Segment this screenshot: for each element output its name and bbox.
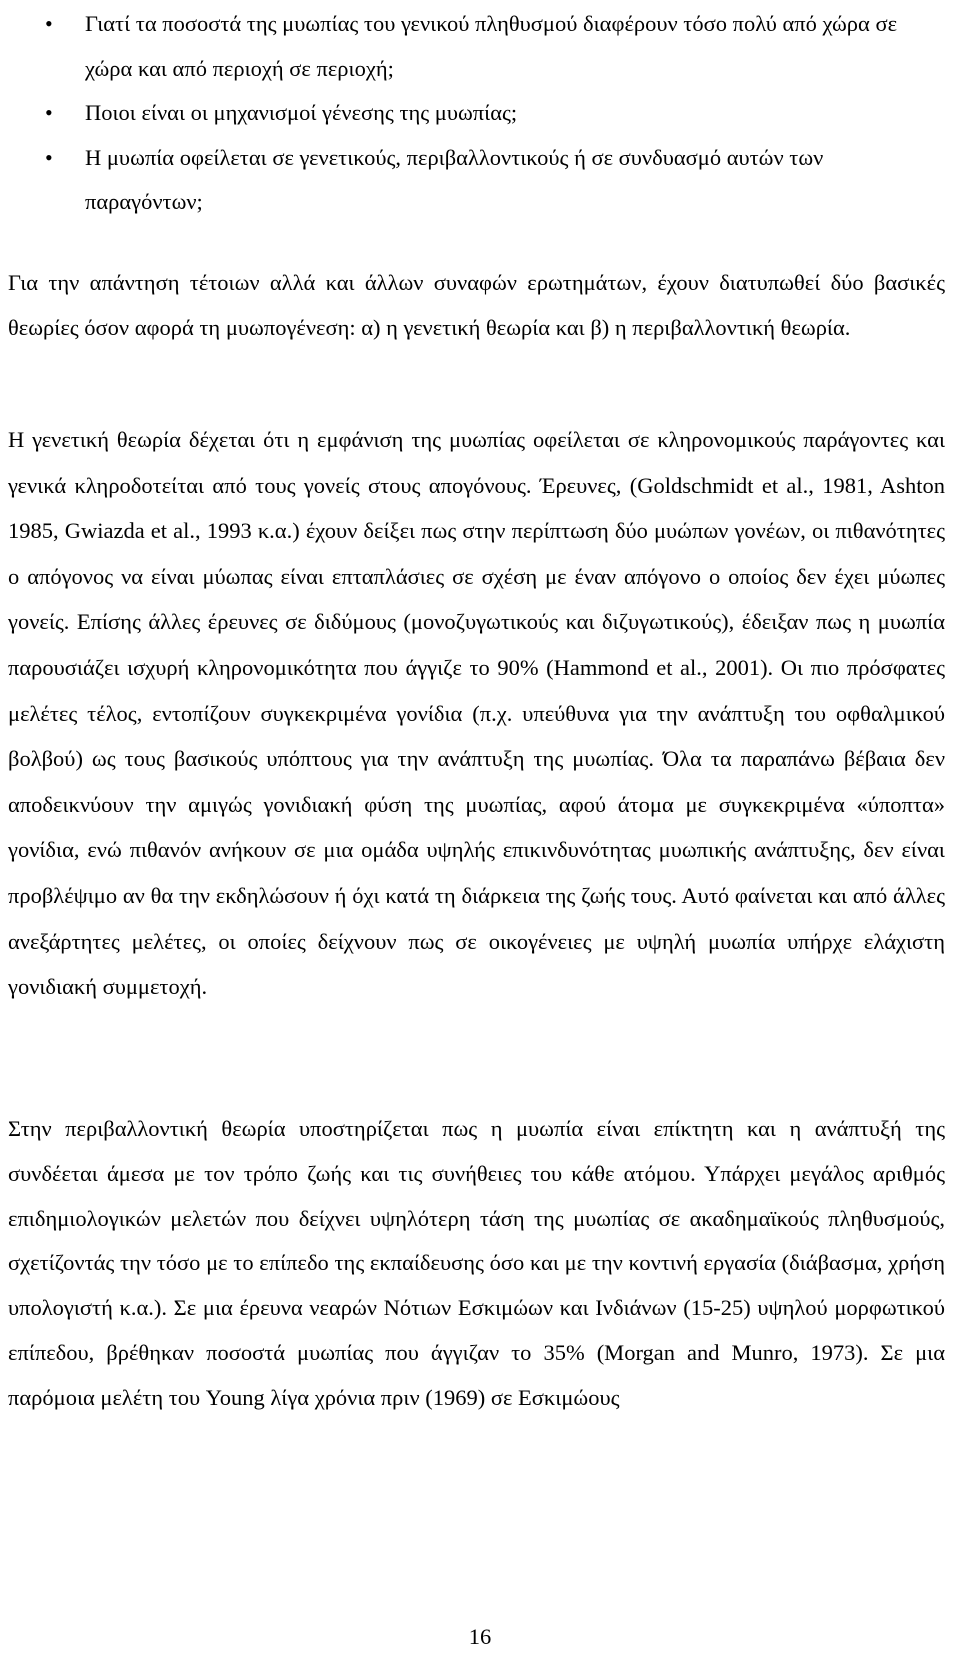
list-item-text: Η μυωπία οφείλεται σε γενετικούς, περιβαλλοντικούς ή σε συνδυασμό αυτών των παραγόντων; bbox=[85, 144, 824, 214]
list-item-text: Ποιοι είναι οι μηχανισμοί γένεσης της μυωπίας; bbox=[85, 100, 518, 125]
paragraph-theories-intro: Για την απάντηση τέτοιων αλλά και άλλων συναφών ερωτημάτων, έχουν διατυπωθεί δύο βασικές θεωρίες όσον αφορά τη μυωπογένεση: α) η γενετική θεωρία και β) η περιβαλλοντική θεωρία. bbox=[8, 270, 945, 340]
list-item bbox=[45, 2, 945, 91]
list-item bbox=[45, 91, 945, 136]
list-item bbox=[45, 136, 945, 225]
page-number: 16 bbox=[468, 1624, 492, 1649]
paragraph-genetic-theory: Η γενετική θεωρία δέχεται ότι η εμφάνιση της μυωπίας οφείλεται σε κληρονομικούς παράγοντες και γενικά κληροδοτείται από τους γονείς στους απογόνους. Έρευνες, (Goldschmidt et al., 1981, Ashton 1985, Gwiazda et al., 1993 κ.α.) έχουν δείξει πως στην περίπτωση δύο μυώπων γονέων, οι πιθανότητες ο απόγονος να είναι μύωπας είναι επταπλάσιες σε σχέση με έναν απόγονο ο οποίος δεν έχει μύωπες γονείς. Επίσης άλλες έρευνες σε διδύμους (μονοζυγωτικούς και διζυγωτικούς), έδειξαν πως η μυωπία παρουσιάζει ισχυρή κληρονομικότητα που άγγιζε το 90% (Hammond et al., 2001). Οι πιο πρόσφατες μελέτες τέλος, εντοπίζουν συγκεκριμένα γονίδια (π.χ. υπεύθυνα για την ανάπτυξη του οφθαλμικού βολβού) ως τους βασικούς υπόπτους για την ανάπτυξη της μυωπίας. Όλα τα παραπάνω βέβαια δεν αποδεικνύουν την αμιγώς γονιδιακή φύση της μυωπίας, αφού άτομα με συγκεκριμένα «ύποπτα» γονίδια, ενώ πιθανόν ανήκουν σε μια ομάδα υψηλής επικινδυνότητας μυωπικής ανάπτυξης, δεν είναι προβλέψιμο αν θα την εκδηλώσουν ή όχι κατά τη διάρκεια της ζωής τους. Αυτό φαίνεται και από άλλες ανεξάρτητες μελέτες, οι οποίες δείχνουν πως σε οικογένειες με υψηλή μυωπία υπήρχε ελάχιστη γονιδιακή συμμετοχή. bbox=[8, 427, 945, 1000]
paragraph-environmental-theory: Στην περιβαλλοντική θεωρία υποστηρίζεται πως η μυωπία είναι επίκτητη και η ανάπτυξή της συνδέεται άμεσα με τον τρόπο ζωής και τις συνήθειες του κάθε ατόμου. Υπάρχει μεγάλος αριθμός επιδημιολογικών μελετών που δείχνει υψηλότερη τάση της μυωπίας σε ακαδημαϊκούς πληθυσμούς, σχετίζοντάς την τόσο με το επίπεδο της εκπαίδευσης όσο και με την κοντινή εργασία (διάβασμα, χρήση υπολογιστή κ.α.). Σε μια έρευνα νεαρών Νότιων Εσκιμώων και Ινδιάνων (15-25) υψηλού μορφωτικού επίπεδου, βρέθηκαν ποσοστά μυωπίας που άγγιζαν το 35% (Morgan and Munro, 1973). Σε μια παρόμοια μελέτη του Young λίγα χρόνια πριν (1969) σε Εσκιμώους bbox=[8, 1116, 945, 1410]
question-list bbox=[45, 2, 945, 225]
bullet-icon: • bbox=[45, 11, 53, 36]
list-item-text: Γιατί τα ποσοστά της μυωπίας του γενικού πληθυσμού διαφέρουν τόσο πολύ από χώρα σε χώρα και από περιοχή σε περιοχή; bbox=[85, 11, 898, 81]
bullet-icon: • bbox=[45, 144, 53, 170]
bullet-icon: • bbox=[45, 100, 53, 125]
